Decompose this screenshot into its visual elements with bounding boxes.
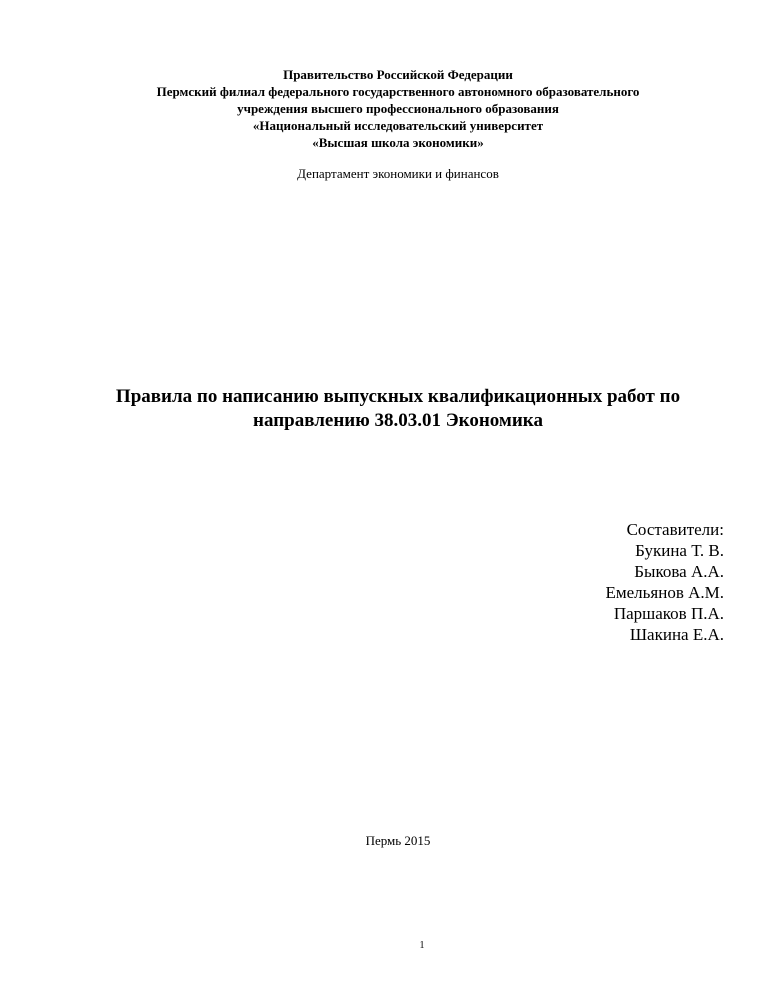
compilers-block [605,519,724,645]
institution-header [0,66,768,151]
city-year: Пермь 2015 [365,833,431,848]
compilers-label: Составители: [626,520,724,539]
header-line-school-name: «Высшая школа экономики» [312,135,484,150]
header-line-branch: Пермский филиал федерального государственного автономного образовательного [156,84,640,99]
compiler-name: Емельянов А.М. [605,583,724,602]
header-line-university: «Национальный исследовательский университет [252,118,544,133]
compiler-name: Паршаков П.А. [613,604,724,623]
compiler-name: Быкова А.А. [634,562,724,581]
title-line-1: Правила по написанию выпускных квалификационных работ по [115,386,681,407]
header-line-institution-type: учреждения высшего профессионального образования [237,101,559,116]
compiler-name: Шакина Е.А. [629,625,724,644]
page-number: 1 [419,940,425,951]
document-title [0,385,768,433]
header-line-government: Правительство Российской Федерации [283,67,513,82]
title-line-2: направлению 38.03.01 Экономика [253,410,543,431]
compiler-name: Букина Т. В. [635,541,724,560]
department-name: Департамент экономики и финансов [297,166,499,181]
